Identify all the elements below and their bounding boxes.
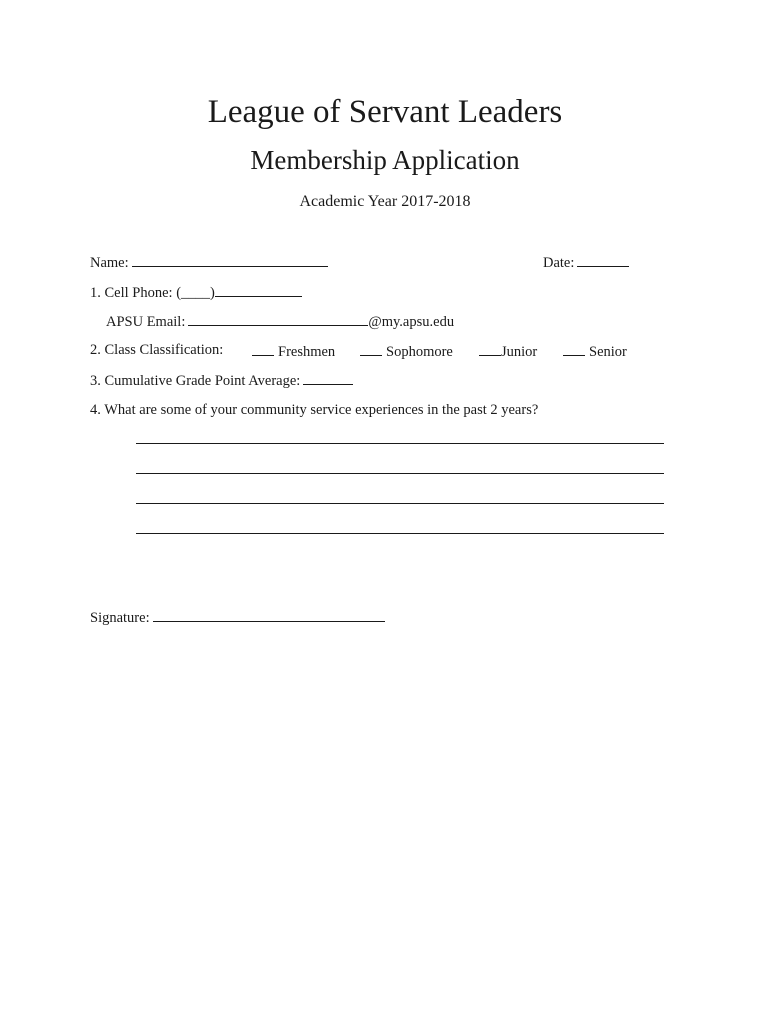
name-label: Name: bbox=[90, 255, 129, 271]
signature-row bbox=[90, 608, 385, 627]
senior-label: Senior bbox=[589, 344, 627, 360]
cell-phone-label: 1. Cell Phone: (____) bbox=[90, 285, 215, 301]
class-label: 2. Class Classification: bbox=[90, 342, 224, 358]
junior-label: Junior bbox=[501, 344, 538, 360]
form-subtitle: Membership Application bbox=[250, 145, 520, 175]
apsu-email-field[interactable] bbox=[188, 312, 368, 326]
community-service-question: 4. What are some of your community service experiences in the past 2 years? bbox=[90, 402, 539, 418]
date-row bbox=[543, 253, 629, 272]
date-field[interactable] bbox=[577, 253, 629, 267]
signature-field[interactable] bbox=[153, 608, 385, 622]
cell-phone-field[interactable] bbox=[215, 283, 302, 297]
form-title: League of Servant Leaders bbox=[207, 94, 563, 130]
gpa-row bbox=[90, 371, 353, 390]
senior-blank[interactable] bbox=[563, 342, 585, 356]
class-option-freshmen[interactable] bbox=[252, 342, 335, 361]
apsu-email-label: APSU Email: bbox=[106, 314, 186, 330]
junior-blank[interactable] bbox=[479, 342, 501, 356]
sophomore-label: Sophomore bbox=[386, 344, 453, 360]
freshmen-label: Freshmen bbox=[278, 344, 336, 360]
class-option-senior[interactable] bbox=[563, 342, 627, 361]
freshmen-blank[interactable] bbox=[252, 342, 274, 356]
class-option-sophomore[interactable] bbox=[360, 342, 453, 361]
name-row bbox=[90, 253, 328, 272]
gpa-field[interactable] bbox=[303, 371, 353, 385]
gpa-label: 3. Cumulative Grade Point Average: bbox=[90, 373, 301, 389]
academic-year: Academic Year 2017-2018 bbox=[299, 193, 471, 210]
answer-line[interactable] bbox=[136, 443, 664, 444]
apsu-email-row bbox=[106, 312, 454, 331]
email-domain: @my.apsu.edu bbox=[368, 314, 455, 330]
date-label: Date: bbox=[543, 255, 575, 271]
answer-line[interactable] bbox=[136, 533, 664, 534]
answer-line[interactable] bbox=[136, 503, 664, 504]
class-option-junior[interactable] bbox=[479, 342, 537, 361]
cell-phone-row bbox=[90, 283, 302, 302]
answer-line[interactable] bbox=[136, 473, 664, 474]
sophomore-blank[interactable] bbox=[360, 342, 382, 356]
name-field[interactable] bbox=[132, 253, 328, 267]
signature-label: Signature: bbox=[90, 610, 150, 626]
